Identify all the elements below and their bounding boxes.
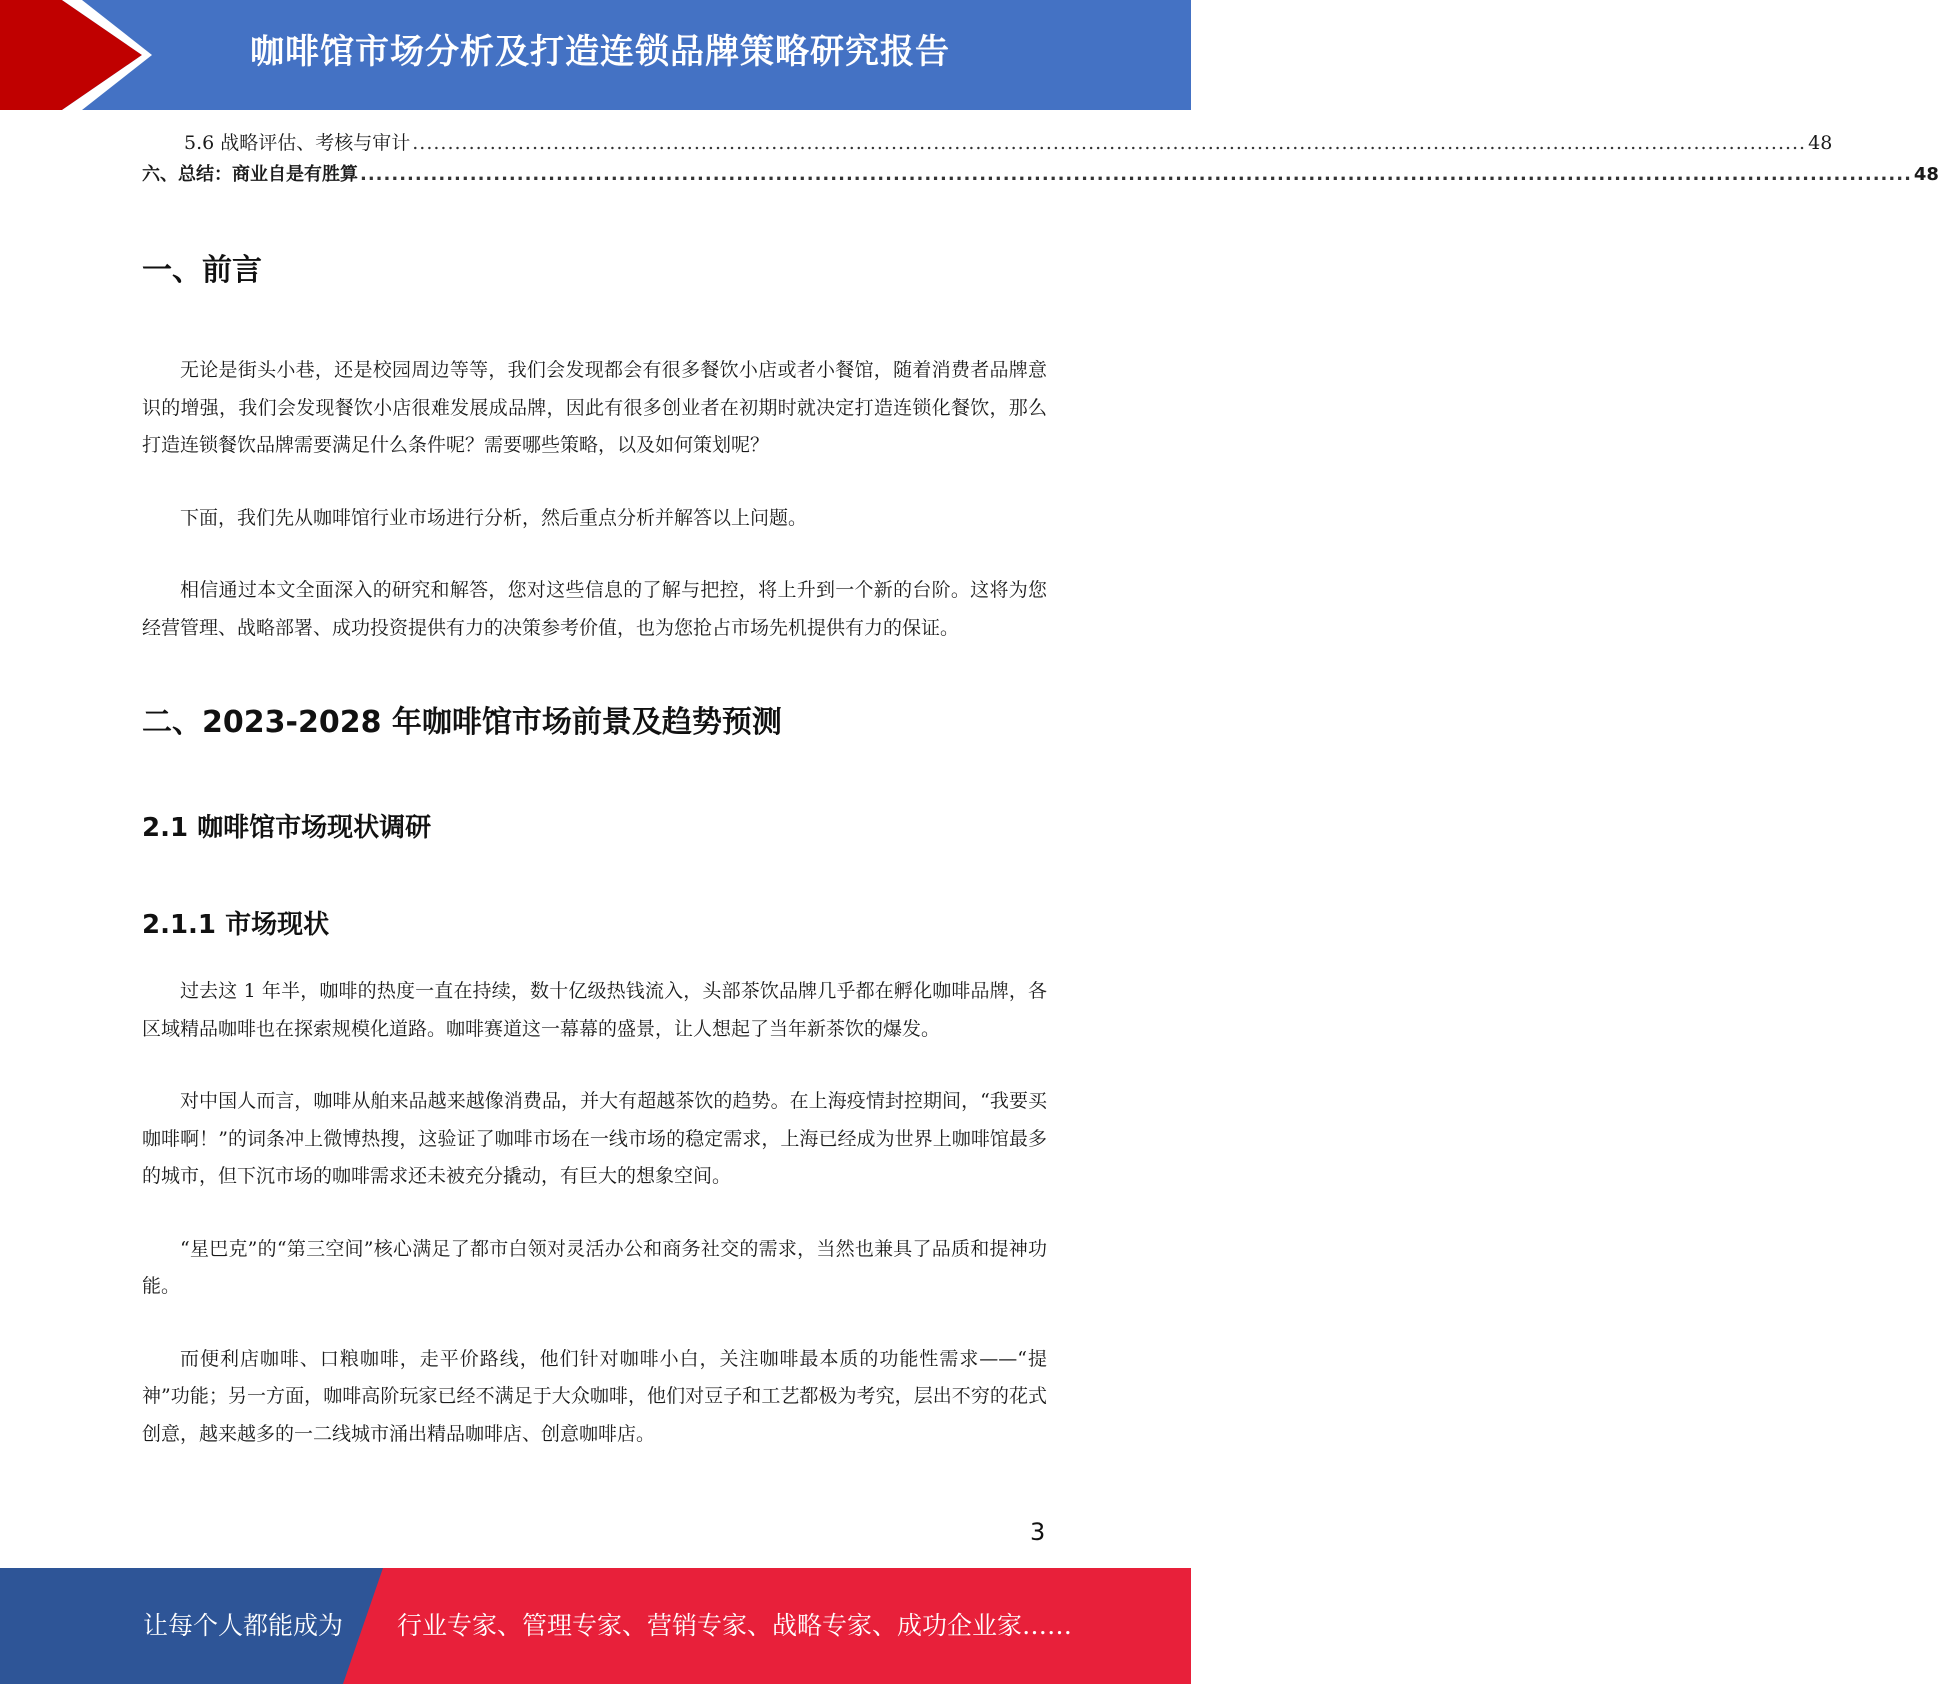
header-banner (0, 0, 1191, 110)
paragraph: 相信通过本文全面深入的研究和解答，您对这些信息的了解与把控，将上升到一个新的台阶。这将为您经营管理、战略部署、成功投资提供有力的决策参考价值，也为您抢占市场先机提供有力的保证。 (142, 579, 1047, 639)
subsection-heading-2-1-1: 2.1.1 市场现状 (142, 910, 330, 940)
toc-entry-page: 48 (1913, 164, 1939, 185)
toc-entry-page: 48 (1808, 132, 1833, 154)
section-heading-chapter2: 二、2023-2028 年咖啡馆市场前景及趋势预测 (142, 705, 782, 740)
toc-entry[interactable] (142, 159, 1939, 190)
report-title: 咖啡馆市场分析及打造连锁品牌策略研究报告 (250, 32, 950, 72)
paragraph: 过去这 1 年半，咖啡的热度一直在持续，数十亿级热钱流入，头部茶饮品牌几乎都在孵化咖啡品牌，各区域精品咖啡也在探索规模化道路。咖啡赛道这一幕幕的盛景，让人想起了当年新茶饮的爆发。 (142, 980, 1047, 1040)
paragraph: 下面，我们先从咖啡馆行业市场进行分析，然后重点分析并解答以上问题。 (180, 506, 808, 529)
paragraph: 无论是街头小巷，还是校园周边等等，我们会发现都会有很多餐饮小店或者小餐馆，随着消费者品牌意识的增强，我们会发现餐饮小店很难发展成品牌，因此有很多创业者在初期时就决定打造连锁化餐饮，那么打造连锁餐饮品牌需要满足什么条件呢？需要哪些策略，以及如何策划呢？ (142, 359, 1047, 456)
paragraph: 对中国人而言，咖啡从舶来品越来越像消费品，并大有超越茶饮的趋势。在上海疫情封控期间，“我要买咖啡啊！”的词条冲上微博热搜，这验证了咖啡市场在一线市场的稳定需求，上海已经成为世界上咖啡馆最多的城市，但下沉市场的咖啡需求还未被充分撬动，有巨大的想象空间。 (142, 1090, 1047, 1187)
footer-slogan-left: 让每个人都能成为 (143, 1611, 344, 1640)
paragraph: 而便利店咖啡、口粮咖啡，走平价路线，他们针对咖啡小白，关注咖啡最本质的功能性需求——“提神”功能；另一方面，咖啡高阶玩家已经不满足于大众咖啡，他们对豆子和工艺都极为考究，层出不穷的花式创意，越来越多的一二线城市涌出精品咖啡店、创意咖啡店。 (142, 1347, 1047, 1445)
footer-banner (0, 1568, 1191, 1684)
page-number: 3 (1030, 1518, 1046, 1546)
paragraph: “星巴克”的“第三空间”核心满足了都市白领对灵活办公和商务社交的需求，当然也兼具了品质和提神功能。 (142, 1237, 1047, 1297)
toc-leader-dots: ...................................................................................................................................................................................................... (360, 164, 1912, 185)
page-content (142, 128, 1939, 1453)
toc-leader-dots: ...................................................................................................................................................................................................... (412, 132, 1807, 154)
section-heading-preface: 一、前言 (142, 253, 262, 288)
subsection-heading-2-1: 2.1 咖啡馆市场现状调研 (142, 813, 432, 843)
toc-entry-title: 六、总结：商业自是有胜算 (142, 164, 358, 185)
toc-entry-title: 5.6 战略评估、考核与审计 (184, 132, 411, 154)
toc-entry[interactable] (142, 128, 1833, 159)
footer-slogan-right: 行业专家、管理专家、营销专家、战略专家、成功企业家…… (397, 1611, 1073, 1640)
